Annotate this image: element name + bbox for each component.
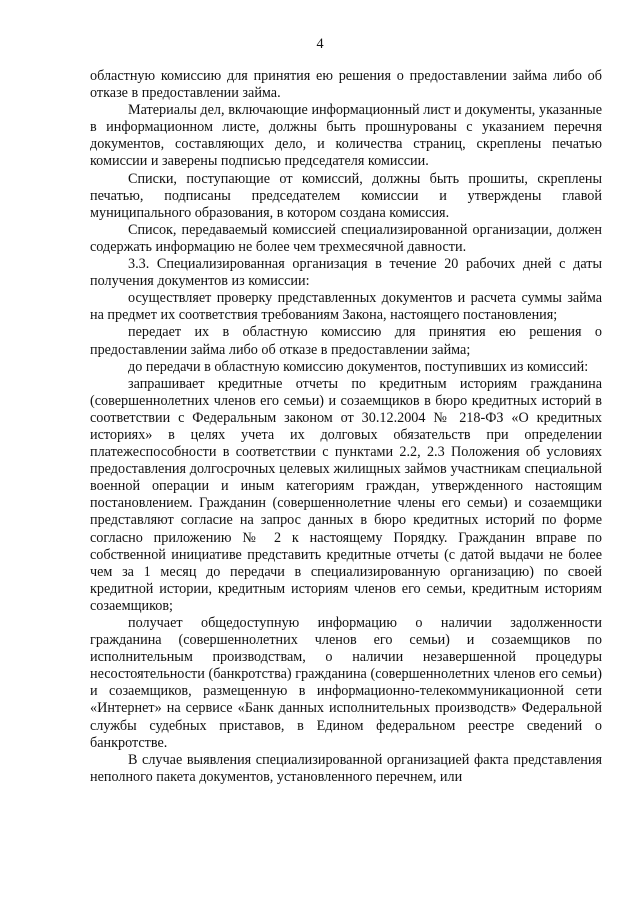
paragraph-public-information: получает общедоступную информацию о наличии задолженности гражданина (совершеннолетних членов его семьи) и созаемщиков по исполнительным производствам, о наличии незавершенной процедуры несостоятельности (банкротства) гражданина (совершеннолетних членов его семьи) и созаемщиков, размещенную в информационно-телекоммуникационной сети «Интернет» на сервисе «Банк данных исполнительных производств» Федеральной службы судебных приставов, в Едином федеральном реестре сведений о банкротстве. (90, 615, 602, 751)
paragraph-before-transfer: до передачи в областную комиссию документов, поступивших из комиссий: (128, 358, 589, 375)
paragraph-continuation: областную комиссию для принятия ею решения о предоставлении займа либо об отказе в предоставлении займа. (90, 68, 602, 102)
body-text (90, 68, 602, 786)
paragraph-verification: осуществляет проверку представленных документов и расчета суммы займа на предмет их соответствия требованиям Закона, настоящего постановления; (90, 290, 602, 324)
paragraph-credit-reports: запрашивает кредитные отчеты по кредитным историям гражданина (совершеннолетних членов его семьи) и созаемщиков в бюро кредитных историй в соответствии с Федеральным законом от 30.12.2004 № 218-ФЗ «О кредитных историях» в целях учета их долговых обязательств при определении платежеспособности в соответствии с пунктами 2.2, 2.3 Положения об условиях предоставления долгосрочных целевых жилищных займов участникам специальной военной операции и иным категориям граждан, утвержденного настоящим постановлением. Гражданин (совершеннолетние члены его семьи) и созаемщики представляют согласие на запрос данных в бюро кредитных историй по форме согласно приложению № 2 к настоящему Порядку. Гражданин вправе по собственной инициативе представить кредитные отчеты (с датой выдачи не более чем за 1 месяц до передачи в специализированную организацию) по своей кредитной истории, кредитным историям членов его семьи, кредитным историям созаемщиков; (90, 375, 602, 614)
paragraph-clause-3-3: 3.3. Специализированная организация в течение 20 рабочих дней с даты получения документов из комиссии: (90, 256, 602, 290)
paragraph-lists-from-commissions: Списки, поступающие от комиссий, должны быть прошиты, скреплены печатью, подписаны председателем комиссии и утверждены главой муниципального образования, в котором создана комиссия. (90, 170, 602, 221)
page-number: 4 (316, 36, 324, 52)
paragraph-case-materials: Материалы дел, включающие информационный лист и документы, указанные в информационном листе, должны быть прошнурованы с указанием перечня документов, составляющих дело, и количества страниц, скреплены печатью комиссии и заверены подписью председателя комиссии. (90, 102, 602, 170)
paragraph-list-validity: Список, передаваемый комиссией специализированной организации, должен содержать информацию не более чем трехмесячной давности. (90, 221, 602, 255)
paragraph-transfer: передает их в областную комиссию для принятия ею решения о предоставлении займа либо об отказе в предоставлении займа; (90, 324, 602, 358)
paragraph-incomplete-package: В случае выявления специализированной организацией факта представления неполного пакета документов, установленного перечнем, или (90, 751, 602, 785)
